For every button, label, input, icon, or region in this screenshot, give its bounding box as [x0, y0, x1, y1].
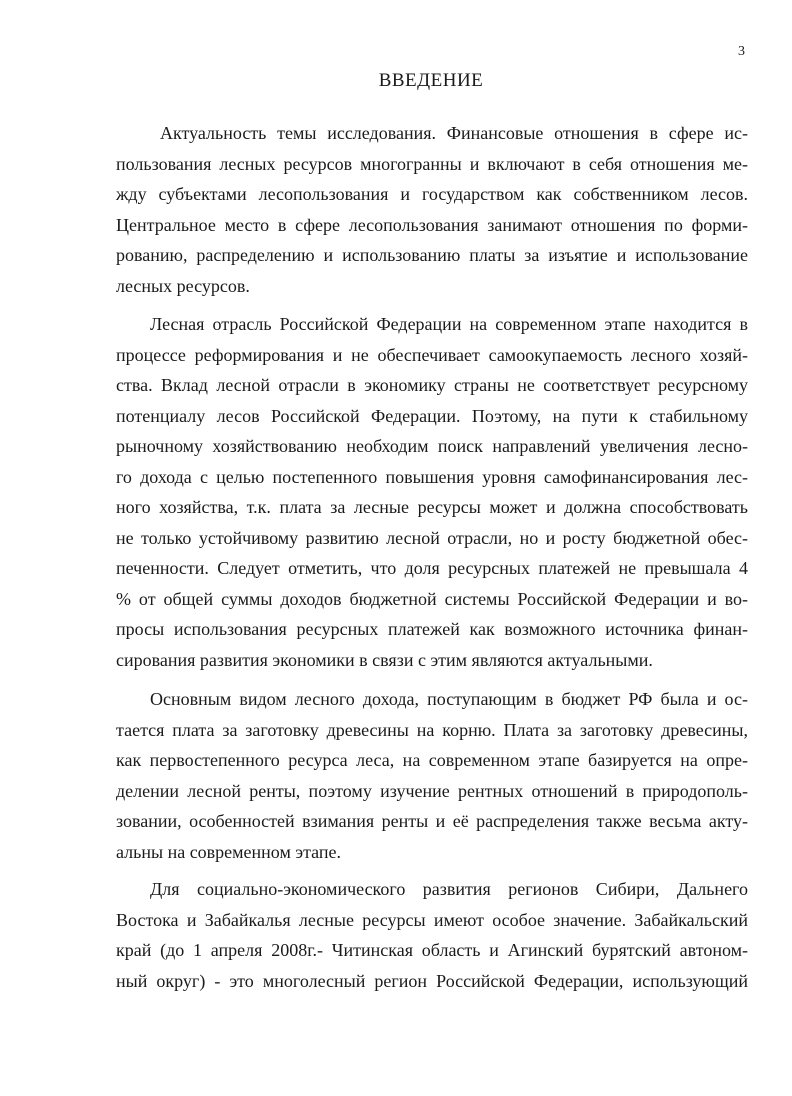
text-line: % от общей суммы доходов бюджетной системы Российской Федерации и во-: [116, 588, 748, 609]
page-title: ВВЕДЕНИЕ: [378, 70, 484, 91]
text-line: лесных ресурсов.: [116, 275, 250, 296]
page-number: 3: [738, 44, 745, 59]
text-line: Центральное место в сфере лесопользования занимают отношения по форми-: [116, 214, 748, 235]
text-line: край (до 1 апреля 2008г.- Читинская область и Агинский бурятский автоном-: [116, 940, 748, 960]
text-line: рыночному хозяйствованию необходим поиск направлений увеличения лесно-: [116, 436, 748, 456]
text-line: ный округ) - это многолесный регион Российской Федерации, использующий: [116, 970, 748, 991]
text-line: не только устойчивому развитию лесной отрасли, но и росту бюджетной обес-: [116, 527, 748, 548]
text-line: потенциалу лесов Российской Федерации. Поэтому, на пути к стабильному: [116, 405, 748, 426]
text-line: альны на современном этапе.: [116, 841, 342, 862]
text-line: зовании, особенностей взимания ренты и её распределения также весьма акту-: [116, 811, 748, 831]
text-line: Востока и Забайкалья лесные ресурсы имеют особое значение. Забайкальский: [116, 909, 748, 930]
text-line: Основным видом лесного дохода, поступающим в бюджет РФ была и ос-: [150, 689, 748, 709]
text-line: ства. Вклад лесной отрасли в экономику страны не соответствует ресурсному: [116, 375, 748, 395]
text-line: пользования лесных ресурсов многогранны и включают в себя отношения ме-: [116, 153, 748, 174]
text-line: рованию, распределению и использованию платы за изъятие и использование: [116, 245, 748, 265]
text-line: Актуальность темы исследования. Финансовые отношения в сфере ис-: [160, 123, 748, 143]
text-line: Для социально-экономического развития регионов Сибири, Дальнего: [150, 879, 748, 899]
paragraph-regional-development: [116, 874, 748, 996]
text-line: процессе реформирования и не обеспечивает самоокупаемость лесного хозяй-: [116, 344, 748, 365]
text-line: го дохода с целью постепенного повышения уровня самофинансирования лес-: [116, 466, 748, 487]
text-line: Лесная отрасль Российской Федерации на современном этапе находится в: [150, 314, 748, 334]
text-line: делении лесной ренты, поэтому изучение рентных отношений в природополь-: [116, 780, 748, 801]
text-line: как первостепенного ресурса леса, на современном этапе базируется на опре-: [116, 750, 748, 770]
paragraph-forest-industry: [116, 309, 748, 675]
text-line: тается плата за заготовку древесины на корню. Плата за заготовку древесины,: [116, 719, 748, 740]
text-line: просы использования ресурсных платежей как возможного источника финан-: [116, 619, 748, 639]
paragraph-relevance: [116, 118, 748, 301]
text-line: жду субъектами лесопользования и государством как собственником лесов.: [116, 184, 748, 204]
paragraph-forest-income: [116, 684, 748, 867]
text-line: ного хозяйства, т.к. плата за лесные ресурсы может и должна способствовать: [116, 497, 748, 517]
text-line: печенности. Следует отметить, что доля ресурсных платежей не превышала 4: [116, 558, 748, 578]
text-line: сирования развития экономики в связи с этим являются актуальными.: [116, 649, 653, 670]
